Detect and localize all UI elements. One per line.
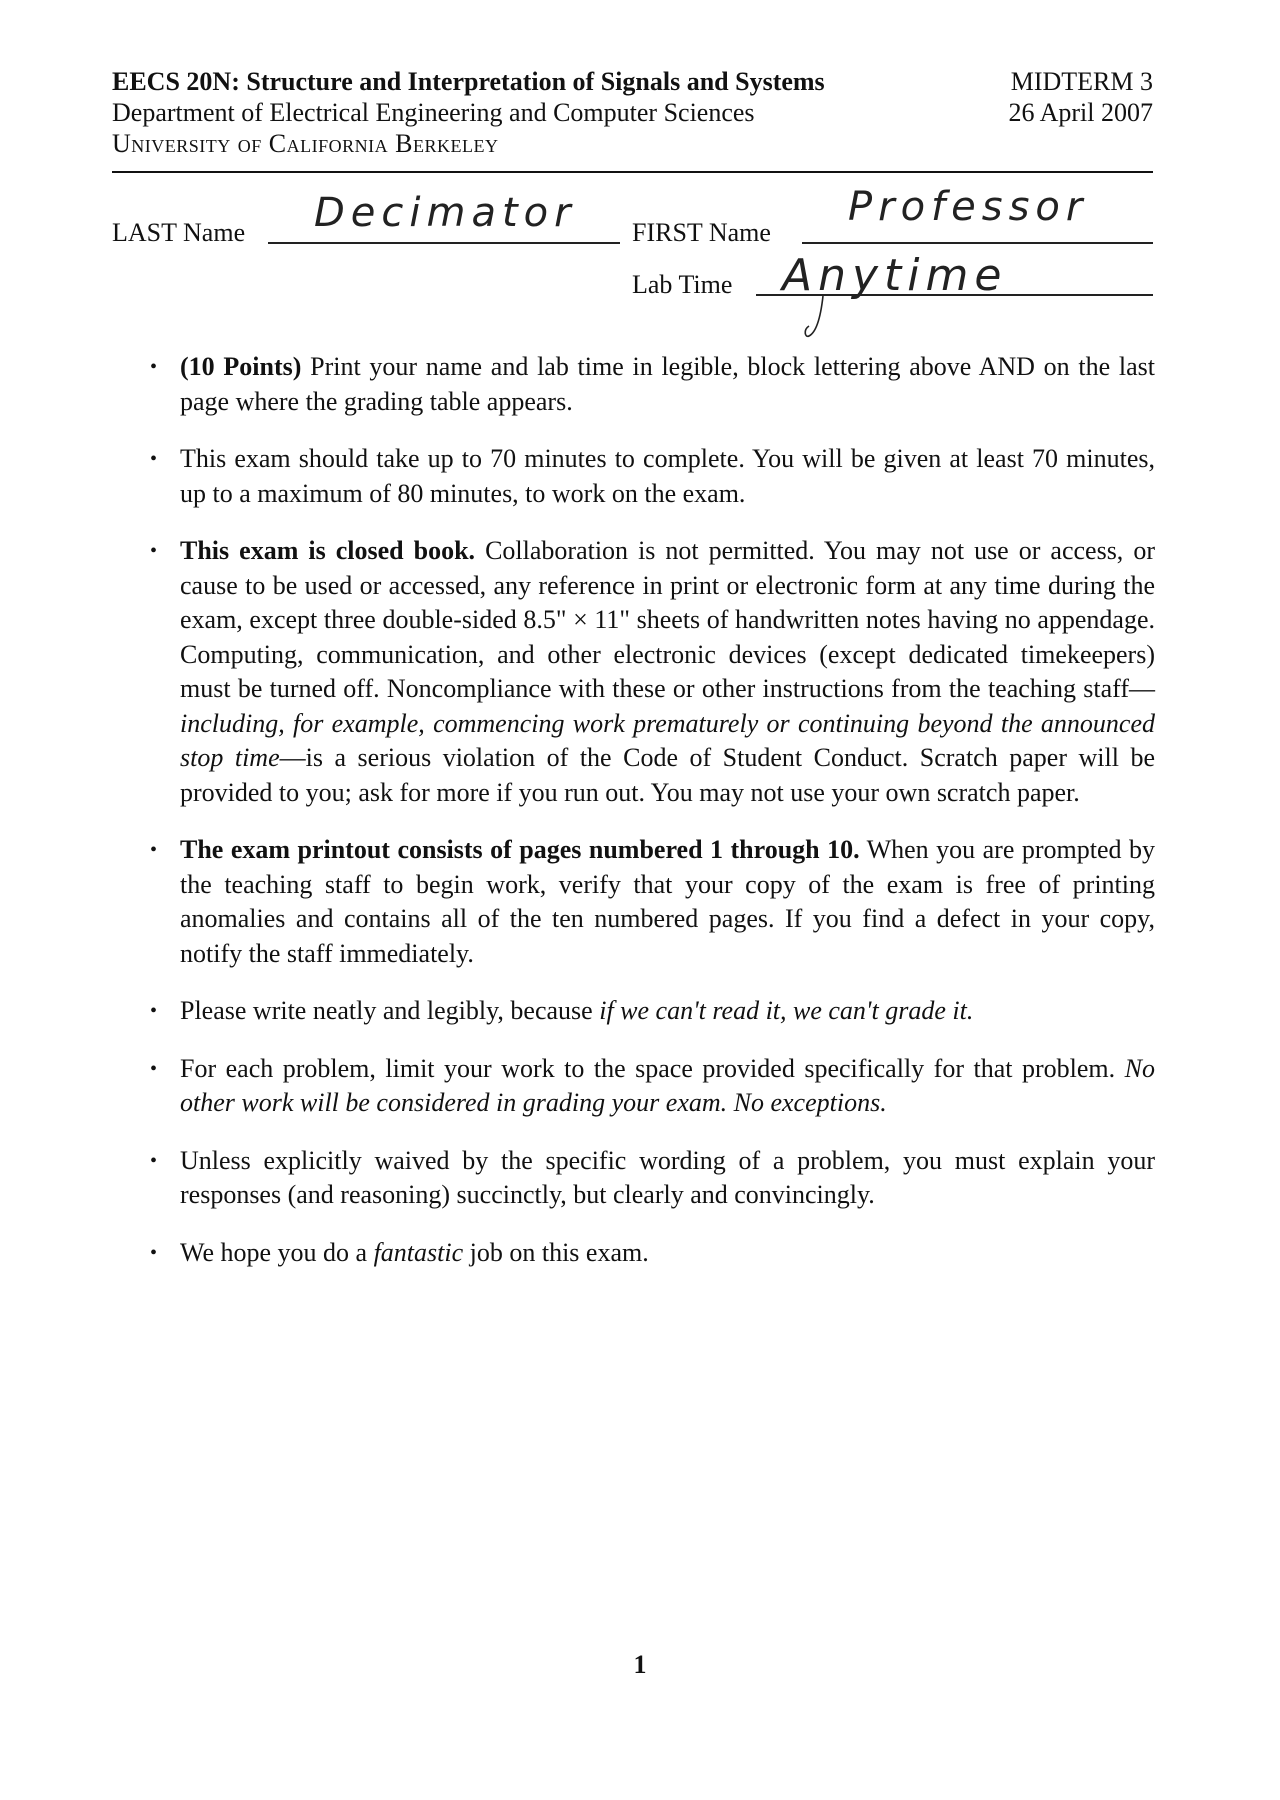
header-right — [1009, 66, 1153, 128]
handwriting-tail-stroke — [805, 296, 835, 346]
bullet-icon: • — [150, 1149, 158, 1172]
header-left — [112, 66, 972, 159]
instruction-item: • (10 Points) Print your name and lab time in legible, block lettering above AND on the last page where the grading table appears. — [150, 352, 1155, 416]
instruction-item: • The exam printout consists of pages numbered 1 through 10. When you are prompted by the teaching staff to begin work, verify that your copy of the exam is free of printing anomalies and contains all of the ten numbered pages. If you find a defect in your copy, notify the staff immediately. — [150, 835, 1155, 968]
first-name-handwriting: Professor — [848, 184, 1089, 230]
lab-time-label: Lab Time — [632, 270, 733, 299]
last-name-handwriting: Decimator — [314, 190, 577, 236]
bullet-icon: • — [150, 540, 158, 562]
bullet-icon: • — [150, 1241, 158, 1264]
course-title: EECS 20N: Structure and Interpretation of Signals and Systems — [112, 67, 825, 96]
bullet-icon: • — [150, 1000, 158, 1022]
instruction-item: • Please write neatly and legibly, because if we can't read it, we can't grade it. — [150, 994, 1155, 1029]
instruction-item: • We hope you do a fantastic job on this exam. — [150, 1236, 1155, 1271]
instruction-item: • This exam is closed book. Collaboration is not permitted. You may not use or access, or cause to be used or accessed, any reference in print or electronic form at any time during the exam, except three double-sided 8.5" × 11" sheets of handwritten notes having no appendage. Computing, communication, and other electronic devices (except dedicated timekeepers) must be turned off. Noncompliance with these or other instructions from the teaching staff—including, for example, commencing work prematurely or continuing beyond the announced stop time—is a serious violation of the Code of Student Conduct. Scratch paper will be provided to you; ask for more if you run out. You may not use your own scratch paper. — [150, 536, 1155, 807]
exam-date: 26 April 2007 — [1008, 98, 1153, 127]
last-name-label: LAST Name — [112, 218, 246, 247]
instruction-item: • For each problem, limit your work to the space provided specifically for that problem. No other work will be considered in grading your exam. No exceptions. — [150, 1053, 1155, 1117]
instruction-item: • This exam should take up to 70 minutes to complete. You will be given at least 70 minutes, up to a maximum of 80 minutes, to work on the exam. — [150, 444, 1155, 508]
university: University of California Berkeley — [112, 129, 499, 158]
page-number: 1 — [633, 1650, 647, 1679]
instructions-list — [150, 350, 1155, 1293]
department: Department of Electrical Engineering and Computer Sciences — [112, 98, 755, 127]
header-rule — [112, 171, 1153, 173]
lab-time-handwriting: Anytime — [782, 250, 1008, 301]
bullet-icon: • — [150, 1057, 158, 1080]
instruction-item: • Unless explicitly waived by the specific wording of a problem, you must explain your responses (and reasoning) succinctly, but clearly and convincingly. — [150, 1145, 1155, 1209]
bullet-icon: • — [150, 356, 158, 378]
last-name-line[interactable] — [268, 242, 620, 244]
first-name-line[interactable] — [802, 242, 1153, 244]
bullet-icon: • — [150, 839, 158, 861]
exam-title: MIDTERM 3 — [1010, 67, 1153, 96]
bullet-icon: • — [150, 448, 158, 470]
first-name-label: FIRST Name — [632, 218, 771, 247]
